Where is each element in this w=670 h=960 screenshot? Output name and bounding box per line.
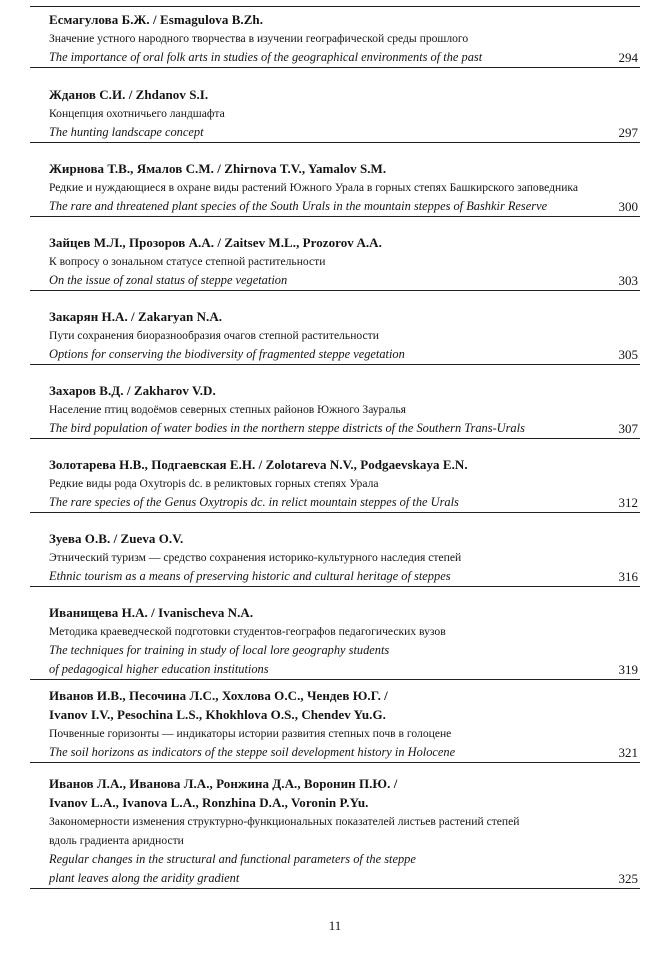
entry-title-ru: вдоль градиента аридности <box>49 834 184 847</box>
entry-title-ru: Пути сохранения биоразнообразия очагов степной растительности <box>49 329 379 342</box>
entry-title-en: On the issue of zonal status of steppe vegetation <box>49 273 288 287</box>
entry-authors: Золотарева Н.В., Подгаевская Е.Н. / Zolotareva N.V., Podgaevskaya E.N. <box>49 457 468 472</box>
entry-page-number: 321 <box>618 745 638 760</box>
entry-authors: Иванов И.В., Песочина Л.С., Хохлова О.С., Чендев Ю.Г. / <box>49 688 388 703</box>
entry-title-en: The importance of oral folk arts in studies of the geographical environments of the past <box>49 50 483 64</box>
entry-authors: Закарян Н.А. / Zakaryan N.A. <box>49 309 223 324</box>
entry-page-number: 297 <box>618 125 638 140</box>
entry-title-ru: Закономерности изменения структурно-функциональных показателей листьев растений степей <box>49 815 520 828</box>
entry-authors: Ivanov I.V., Pesochina L.S., Khokhlova O.S., Chendev Yu.G. <box>49 707 386 722</box>
entry-title-en: The rare species of the Genus Oxytropis dc. in relict mountain steppes of the Urals <box>49 495 459 509</box>
top-rule <box>30 6 640 7</box>
entry-title-ru: Редкие и нуждающиеся в охране виды растений Южного Урала в горных степях Башкирского заповедника <box>49 181 579 194</box>
entry-page-number: 307 <box>618 421 638 436</box>
entry-title-ru: Значение устного народного творчества в изучении географической среды прошлого <box>49 32 469 45</box>
entry-title-ru: К вопросу о зональном статусе степной растительности <box>49 255 326 268</box>
page-number: 11 <box>328 918 342 933</box>
entry-page-number: 312 <box>618 495 638 510</box>
entry-title-en: plant leaves along the aridity gradient <box>49 871 240 885</box>
entry-page-number: 294 <box>618 50 638 65</box>
entry-authors: Ivanov L.A., Ivanova L.A., Ronzhina D.A., Voronin P.Yu. <box>49 795 369 810</box>
entry-authors: Жданов С.И. / Zhdanov S.I. <box>49 87 209 102</box>
toc-entry <box>30 307 640 365</box>
entry-page-number: 325 <box>618 871 638 886</box>
entry-title-en: Regular changes in the structural and functional parameters of the steppe <box>49 852 416 866</box>
entry-title-en: of pedagogical higher education institutions <box>49 662 269 676</box>
toc-entry <box>30 529 640 587</box>
entry-title-en: Options for conserving the biodiversity of fragmented steppe vegetation <box>49 347 405 361</box>
entry-page-number: 303 <box>618 273 638 288</box>
toc-entry <box>30 381 640 439</box>
entry-title-en: The rare and threatened plant species of the South Urals in the mountain steppes of Bashkir Reserve <box>49 199 548 213</box>
entry-title-ru: Концепция охотничьего ландшафта <box>49 107 225 120</box>
entry-page-number: 319 <box>618 662 638 677</box>
entry-authors: Иванищева Н.А. / Ivanischeva N.A. <box>49 605 254 620</box>
entry-title-en: The techniques for training in study of local lore geography students <box>49 643 390 657</box>
toc-entry <box>30 686 640 763</box>
entry-title-ru: Население птиц водоёмов северных степных районов Южного Зауралья <box>49 403 407 416</box>
entry-authors: Зайцев М.Л., Прозоров А.А. / Zaitsev M.L., Prozorov A.A. <box>49 235 382 250</box>
entry-authors: Иванов Л.А., Иванова Л.А., Ронжина Д.А., Воронин П.Ю. / <box>49 776 398 791</box>
toc-entry <box>30 774 640 889</box>
toc-entry <box>30 603 640 680</box>
entry-title-en: The bird population of water bodies in the northern steppe districts of the Southern Trans-Urals <box>49 421 525 435</box>
entry-authors: Есмагулова Б.Ж. / Esmagulova B.Zh. <box>49 12 264 27</box>
entry-page-number: 316 <box>618 569 638 584</box>
toc-entry <box>30 10 640 68</box>
entry-title-en: The soil horizons as indicators of the steppe soil development history in Holocene <box>49 745 456 759</box>
entry-title-ru: Методика краеведческой подготовки студентов-географов педагогических вузов <box>49 625 446 638</box>
entry-authors: Жирнова Т.В., Ямалов С.М. / Zhirnova T.V., Yamalov S.M. <box>49 161 387 176</box>
entry-authors: Зуева О.В. / Zueva O.V. <box>49 531 184 546</box>
toc-entry <box>30 233 640 291</box>
toc-entry <box>30 159 640 217</box>
entry-title-en: The hunting landscape concept <box>49 125 204 139</box>
entry-authors: Захаров В.Д. / Zakharov V.D. <box>49 383 216 398</box>
entry-title-ru: Почвенные горизонты — индикаторы истории развития степных почв в голоцене <box>49 727 452 740</box>
entry-title-en: Ethnic tourism as a means of preserving historic and cultural heritage of steppes <box>49 569 451 583</box>
entry-title-ru: Редкие виды рода Oxytropis dc. в реликтовых горных степях Урала <box>49 477 379 490</box>
entry-title-ru: Этнический туризм — средство сохранения историко-культурного наследия степей <box>49 551 462 564</box>
toc-entry <box>30 455 640 513</box>
entry-page-number: 300 <box>618 199 638 214</box>
entry-page-number: 305 <box>618 347 638 362</box>
toc-entry <box>30 85 640 143</box>
